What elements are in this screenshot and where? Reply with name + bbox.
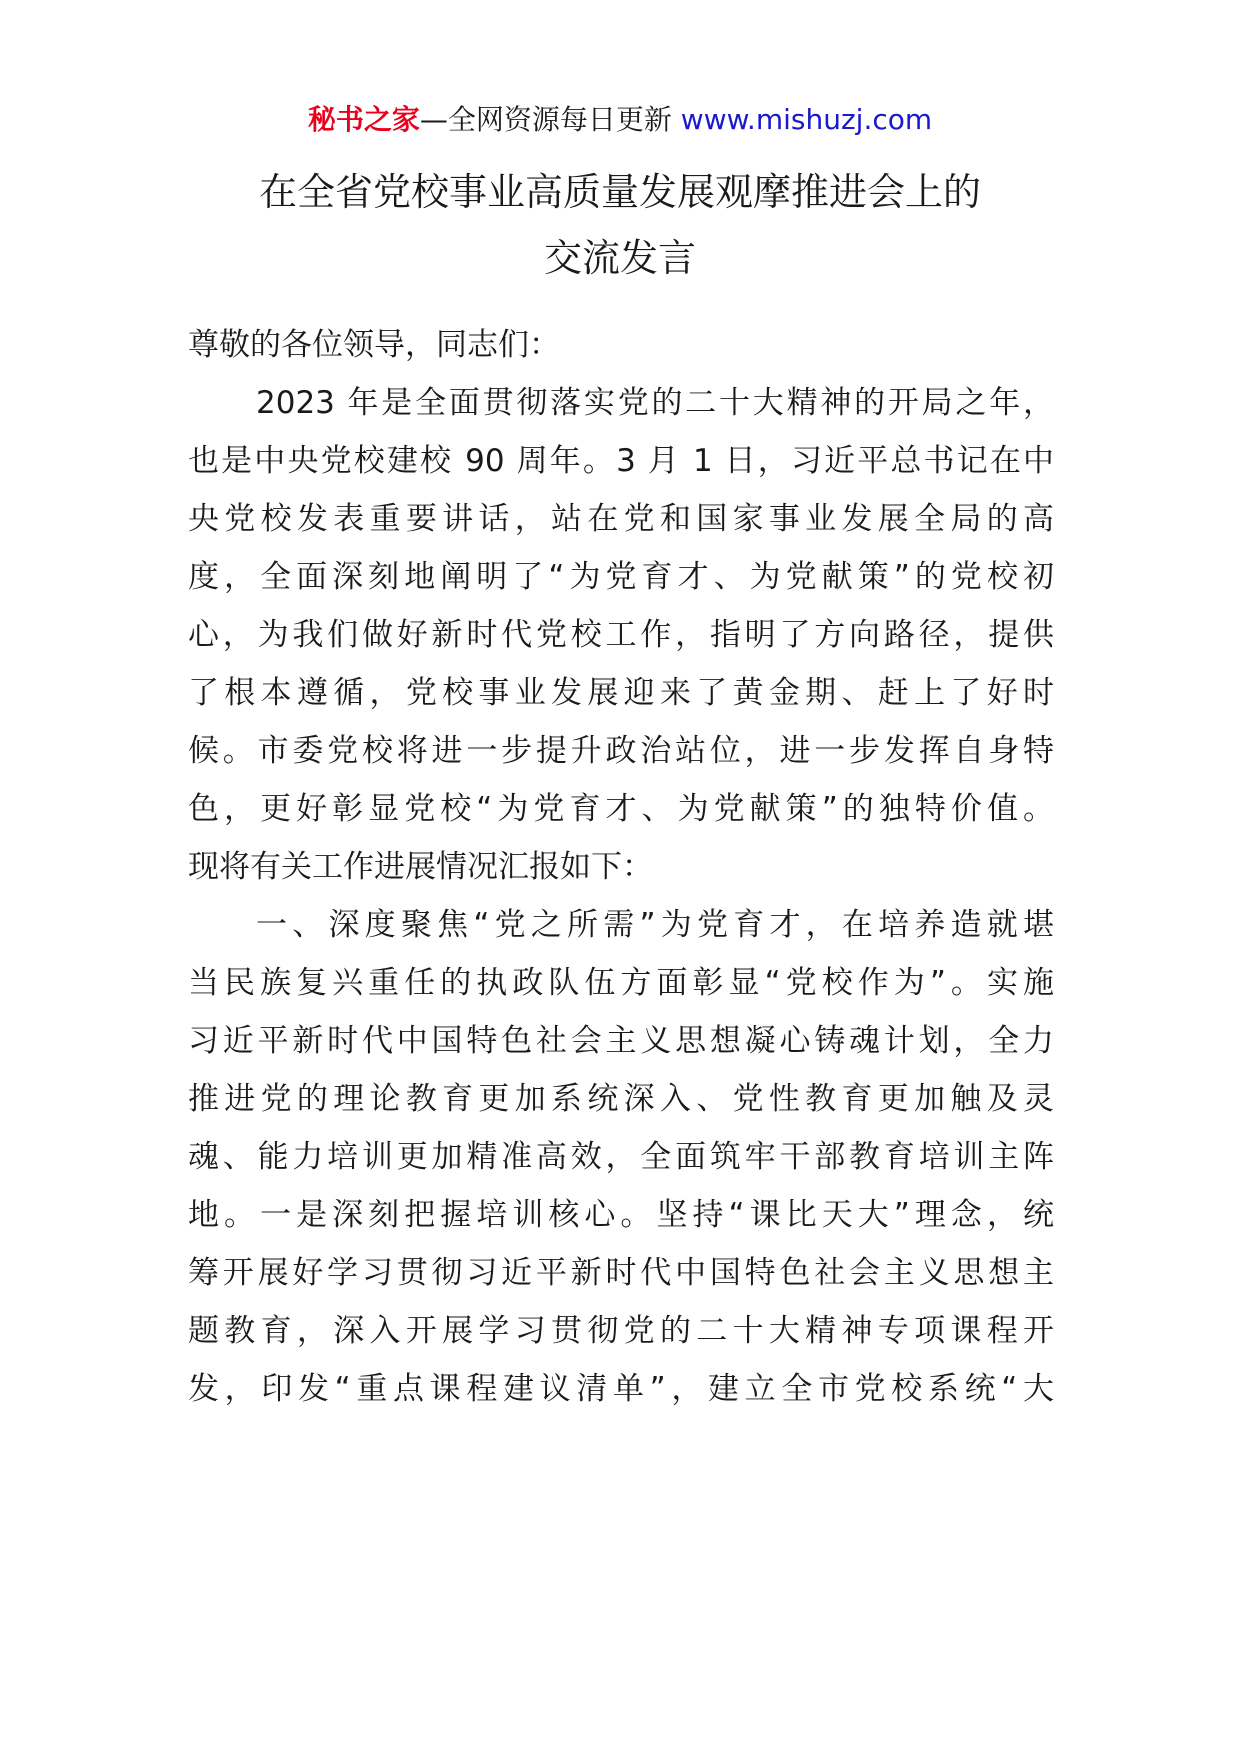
document-title-line-1: 在全省党校事业高质量发展观摩推进会上的 xyxy=(258,170,981,214)
body-line: 地。一是深刻把握培训核心。坚持“课比天大”理念，统 xyxy=(188,1197,1054,1233)
body-line: 推进党的理论教育更加系统深入、党性教育更加触及灵 xyxy=(188,1081,1054,1117)
body-line: 一、深度聚焦“党之所需”为党育才，在培养造就堪 xyxy=(256,907,1054,943)
site-brand: 秘书之家 xyxy=(307,103,420,136)
body-line: 魂、能力培训更加精准高效，全面筑牢干部教育培训主阵 xyxy=(188,1139,1054,1175)
site-tagline: —全网资源每日更新 xyxy=(419,103,672,136)
body-line: 当民族复兴重任的执政队伍方面彰显“党校作为”。实施 xyxy=(188,965,1054,1001)
body-line: 色，更好彰显党校“为党育才、为党献策”的独特价值。 xyxy=(188,791,1054,827)
body-line: 央党校发表重要讲话，站在党和国家事业发展全局的高 xyxy=(188,501,1054,537)
site-url-link[interactable]: www.mishuzj.com xyxy=(680,103,933,136)
document-title-line-2: 交流发言 xyxy=(543,236,696,280)
body-line: 习近平新时代中国特色社会主义思想凝心铸魂计划，全力 xyxy=(188,1023,1054,1059)
body-line: 也是中央党校建校 90 周年。3 月 1 日，习近平总书记在中 xyxy=(188,443,1054,479)
body-line: 了根本遵循，党校事业发展迎来了黄金期、赶上了好时 xyxy=(188,675,1054,711)
body-line: 现将有关工作进展情况汇报如下： xyxy=(188,849,653,885)
body-line: 候。市委党校将进一步提升政治站位，进一步发挥自身特 xyxy=(188,733,1054,769)
salutation: 尊敬的各位领导，同志们： xyxy=(188,327,560,363)
body-line: 筹开展好学习贯彻习近平新时代中国特色社会主义思想主 xyxy=(188,1255,1054,1291)
site-header xyxy=(0,100,1240,140)
body-line: 题教育，深入开展学习贯彻党的二十大精神专项课程开 xyxy=(188,1313,1054,1349)
body-line: 2023 年是全面贯彻落实党的二十大精神的开局之年， xyxy=(256,385,1054,421)
body-line: 度，全面深刻地阐明了“为党育才、为党献策”的党校初 xyxy=(188,559,1054,595)
body-line: 发，印发“重点课程建议清单”，建立全市党校系统“大 xyxy=(188,1371,1054,1407)
body-line: 心，为我们做好新时代党校工作，指明了方向路径，提供 xyxy=(188,617,1054,653)
